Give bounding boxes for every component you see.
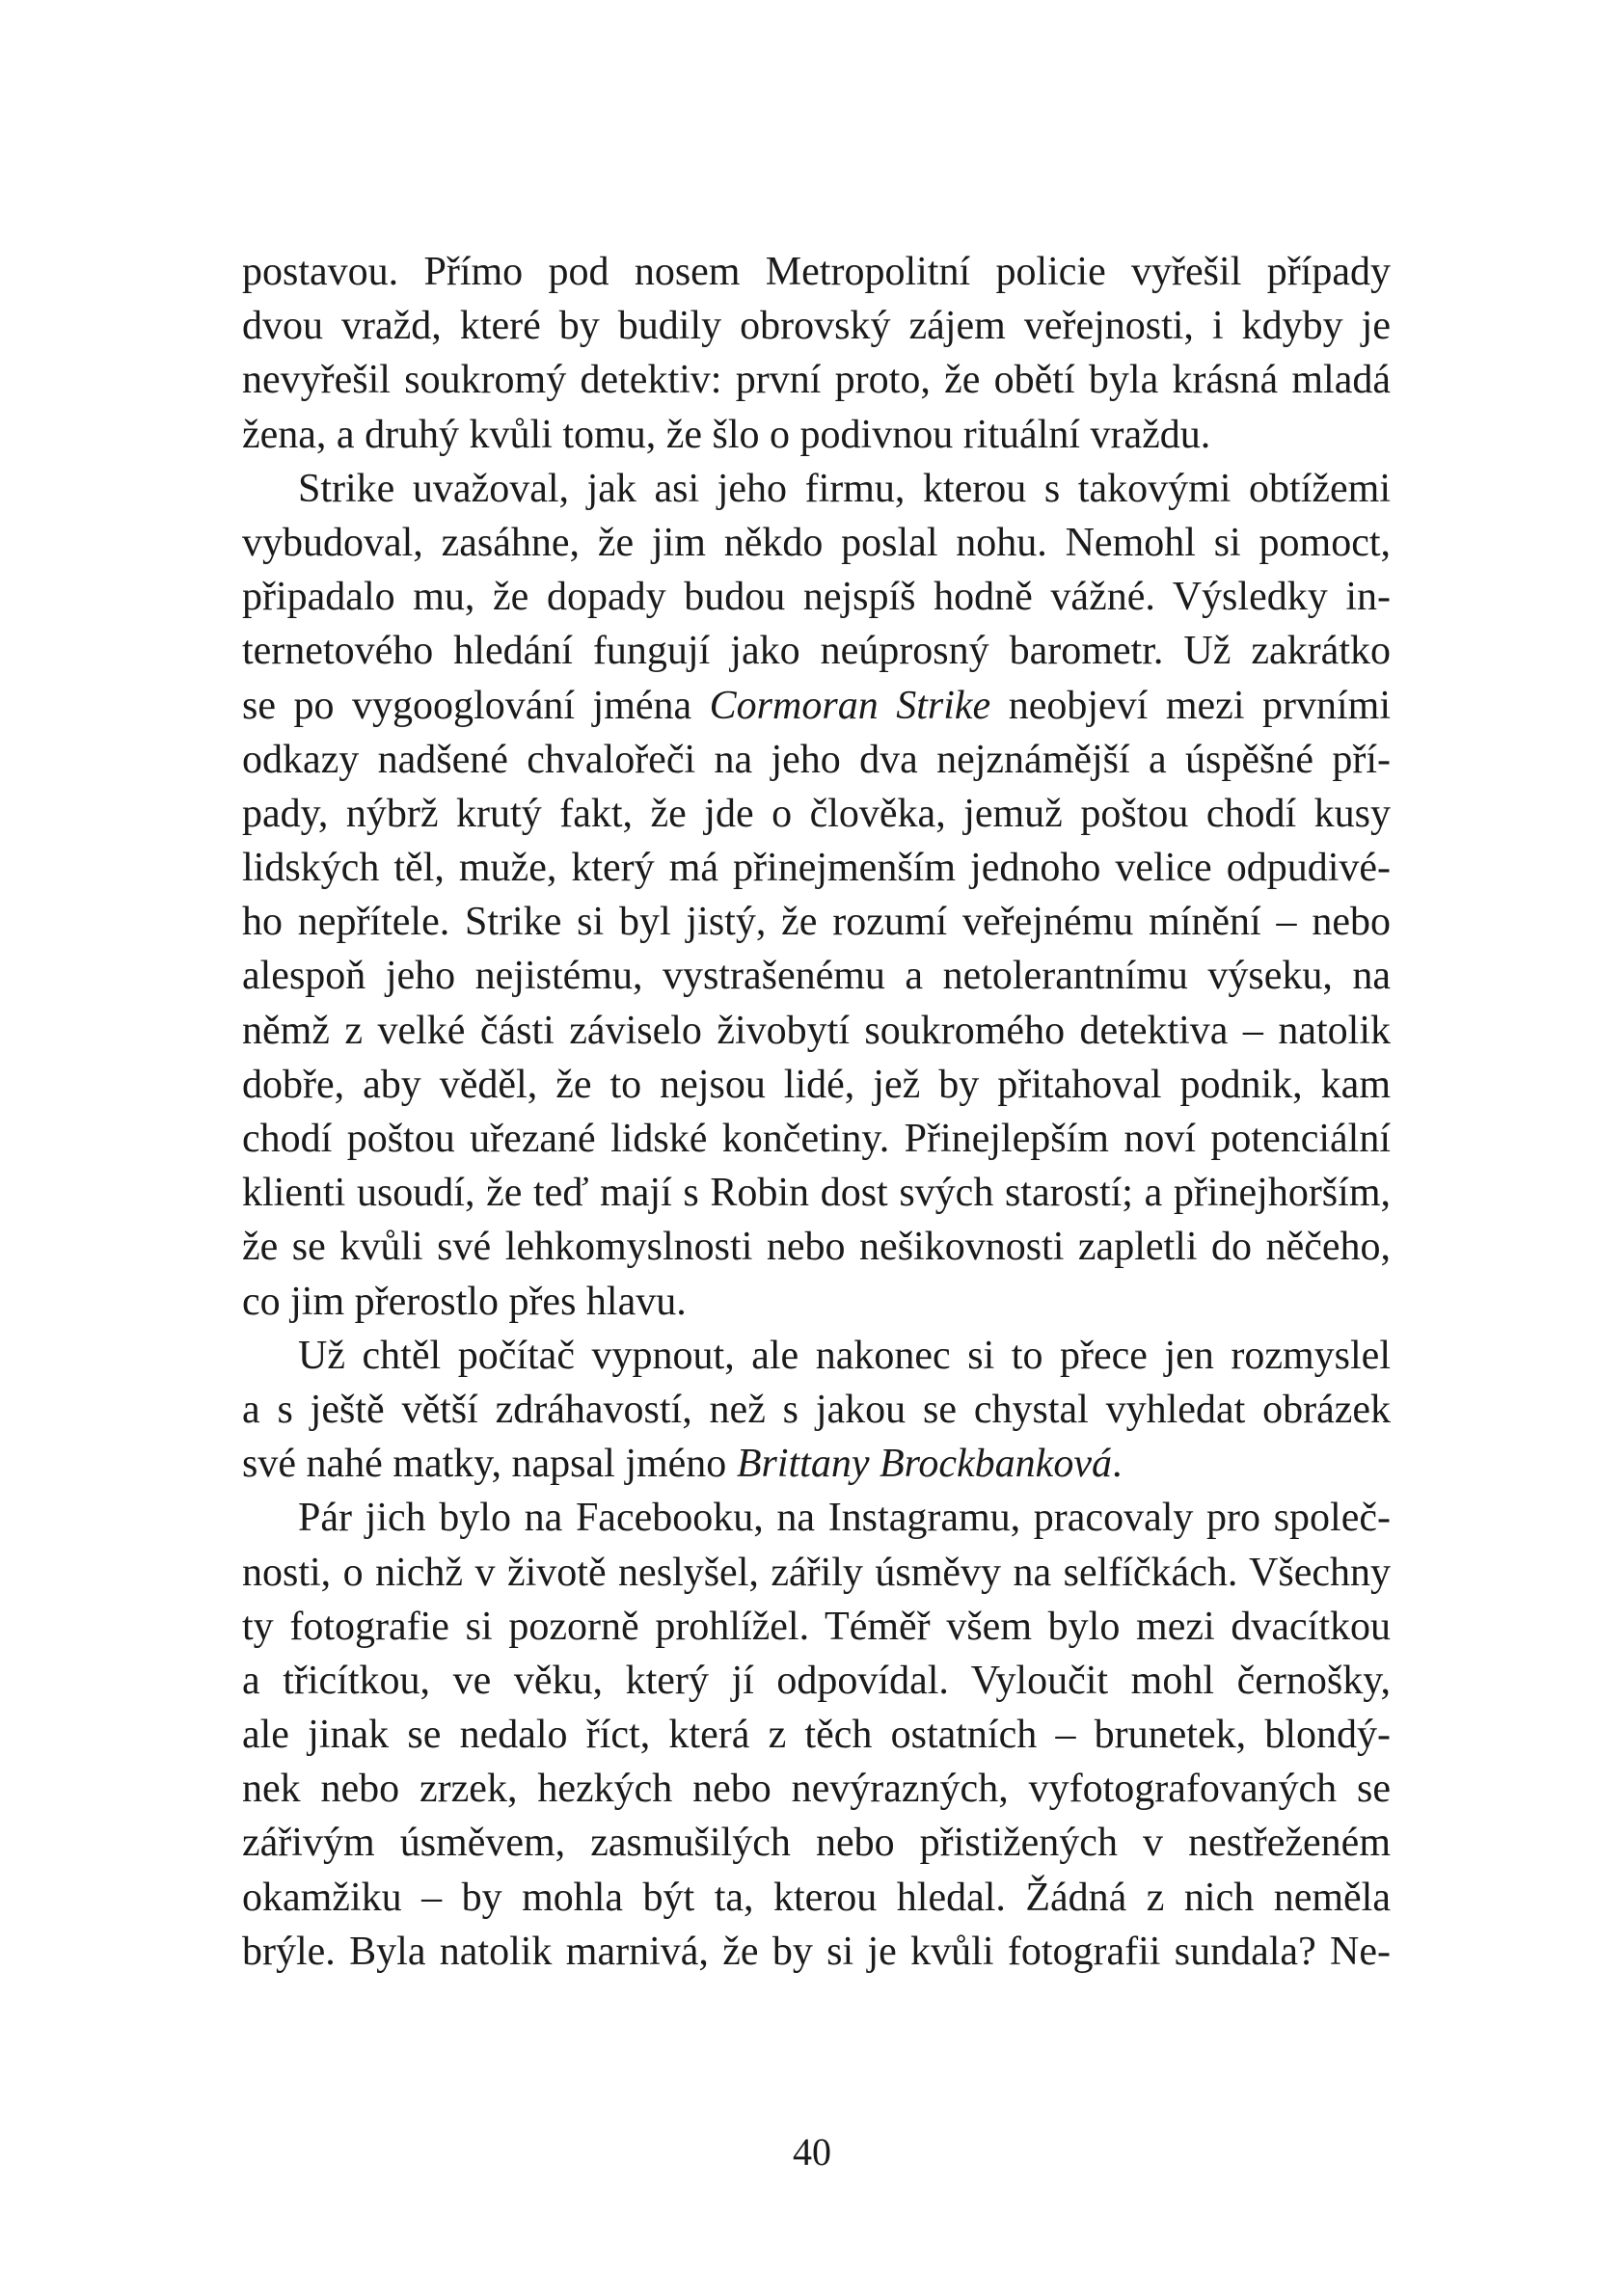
text-line: pady, nýbrž krutý fakt, že jde o člověka, jemuž poštou chodí kusy bbox=[242, 791, 1391, 836]
text-line: a s ještě větší zdráhavostí, než s jakou se chystal vyhledat obrázek bbox=[242, 1387, 1391, 1432]
text-line: zářivým úsměvem, zasmušilých nebo přistižených v nestřeženém bbox=[242, 1821, 1391, 1866]
text-line: dvou vražd, které by budily obrovský zájem veřejnosti, i kdyby je bbox=[242, 304, 1391, 349]
page-number: 40 bbox=[793, 2130, 831, 2174]
text-line: ho nepřítele. Strike si byl jistý, že rozumí veřejnému mínění – nebo bbox=[242, 900, 1391, 945]
paragraph-start-line: Pár jich bylo na Facebooku, na Instagramu, pracovaly pro společ- bbox=[298, 1496, 1391, 1541]
body-text bbox=[242, 245, 1391, 1979]
text-line: a třicítkou, ve věku, který jí odpovídal. Vyloučit mohl černošky, bbox=[242, 1658, 1391, 1703]
text-line: němž z velké části záviselo živobytí soukromého detektiva – natolik bbox=[242, 1008, 1391, 1053]
text-line: ternetového hledání fungují jako neúprosný barometr. Už zakrátko bbox=[242, 629, 1391, 674]
text-run: neobjeví mezi prvními bbox=[990, 683, 1391, 728]
text-line: ty fotografie si pozorně prohlížel. Téměř všem bylo mezi dvacítkou bbox=[242, 1604, 1391, 1649]
text-line: nek nebo zrzek, hezkých nebo nevýrazných, vyfotografovaných se bbox=[242, 1767, 1391, 1812]
text-line: chodí poštou uřezané lidské končetiny. Přinejlepším noví potenciální bbox=[242, 1117, 1391, 1161]
text-line: odkazy nadšené chvalořeči na jeho dva nejznámější a úspěšné pří- bbox=[242, 737, 1391, 782]
paragraph-start-line: Strike uvažoval, jak asi jeho firmu, kterou s takovými obtížemi bbox=[298, 466, 1391, 511]
italic-name: Brittany Brockbanková bbox=[736, 1442, 1112, 1487]
text-line: ale jinak se nedalo říct, která z těch ostatních – brunetek, blondý- bbox=[242, 1713, 1391, 1758]
text-run: své nahé matky, napsal jméno bbox=[242, 1442, 737, 1487]
text-line: postavou. Přímo pod nosem Metropolitní policie vyřešil případy bbox=[242, 250, 1391, 294]
text-line: nosti, o nichž v životě neslyšel, zářily úsměvy na selfíčkách. Všechny bbox=[242, 1550, 1391, 1595]
text-line: klienti usoudí, že teď mají s Robin dost svých starostí; a přinejhorším, bbox=[242, 1171, 1391, 1216]
text-line: alespoň jeho nejistému, vystrašenému a netolerantnímu výseku, na bbox=[242, 954, 1391, 999]
text-line bbox=[242, 1437, 1391, 1491]
text-line: brýle. Byla natolik marnivá, že by si je kvůli fotografii sundala? Ne- bbox=[242, 1929, 1391, 1974]
text-line: nevyřešil soukromý detektiv: první proto, že obětí byla krásná mladá bbox=[242, 358, 1391, 403]
text-line: dobře, aby věděl, že to nejsou lidé, jež by přitahoval podnik, kam bbox=[242, 1062, 1391, 1107]
text-line: lidských těl, muže, který má přinejmenším jednoho velice odpudivé- bbox=[242, 846, 1391, 891]
text-run: se po vygooglování jména bbox=[242, 683, 710, 728]
text-line: že se kvůli své lehkomyslnosti nebo nešikovnosti zapletli do něčeho, bbox=[242, 1225, 1391, 1270]
text-run: . bbox=[1111, 1442, 1123, 1487]
italic-name: Cormoran Strike bbox=[709, 683, 991, 728]
text-line: co jim přerostlo přes hlavu. bbox=[242, 1279, 687, 1324]
text-line: vybudoval, zasáhne, že jim někdo poslal nohu. Nemohl si pomoct, bbox=[242, 520, 1391, 565]
text-line: žena, a druhý kvůli tomu, že šlo o podivnou rituální vraždu. bbox=[242, 412, 1211, 457]
paragraph-start-line: Už chtěl počítač vypnout, ale nakonec si to přece jen rozmyslel bbox=[298, 1333, 1391, 1378]
text-line: připadalo mu, že dopady budou nejspíš hodně vážné. Výsledky in- bbox=[242, 575, 1391, 620]
text-line: okamžiku – by mohla být ta, kterou hledal. Žádná z nich neměla bbox=[242, 1875, 1391, 1920]
text-line bbox=[242, 679, 1391, 733]
